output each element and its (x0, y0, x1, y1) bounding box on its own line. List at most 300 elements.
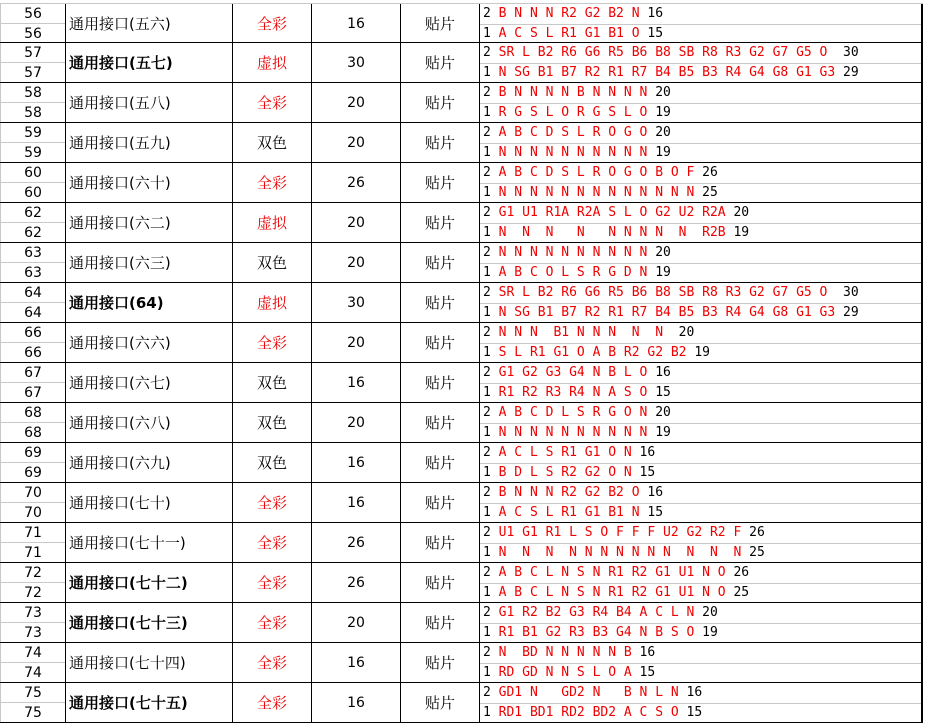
pin-row-count: 15 (639, 465, 656, 480)
pin-sequence: G1 G2 G3 G4 N B L O (498, 365, 648, 380)
table-row (0, 683, 923, 723)
pin-sequence: A B C O L S R G D N (498, 265, 648, 280)
pin-count-cell[interactable]: 16 (311, 683, 400, 722)
pin-row-prefix: 1 (483, 145, 491, 160)
pin-row-2 (480, 483, 921, 503)
pin-sequence: A B C L N S N R1 R2 G1 U1 N O (498, 585, 726, 600)
pin-row-count: 16 (639, 645, 656, 660)
pin-row-prefix: 2 (483, 445, 491, 460)
pin-row-count: 20 (733, 205, 750, 220)
package-cell[interactable]: 贴片 (400, 603, 479, 642)
interface-name-cell[interactable]: 通用接口(七十五) (65, 683, 232, 722)
table-row (0, 403, 923, 443)
pin-count-cell[interactable]: 20 (311, 323, 400, 362)
package-cell[interactable]: 贴片 (400, 683, 479, 722)
pin-sequence: G1 R2 B2 G3 R4 B4 A C L N (498, 605, 695, 620)
pin-row-2 (480, 323, 921, 343)
pin-sequence: N N N N N N N N N N (498, 145, 648, 160)
row-number-bottom: 63 (24, 265, 42, 281)
pin-row-prefix: 2 (483, 205, 491, 220)
package-cell[interactable]: 贴片 (400, 243, 479, 282)
pin-sequence: N N N N N N N N N N (498, 425, 648, 440)
pin-row-count: 16 (655, 365, 671, 380)
interface-name-cell[interactable]: 通用接口(六十) (65, 163, 232, 202)
row-number-cell[interactable] (0, 243, 65, 282)
row-number-top: 69 (24, 445, 42, 461)
pin-sequence: A C S L R1 G1 B1 N (498, 505, 640, 520)
pin-row-count: 16 (647, 485, 664, 500)
pin-count-cell[interactable]: 16 (311, 443, 400, 482)
pin-row-count: 16 (647, 6, 664, 21)
pin-row-prefix: 1 (483, 225, 491, 240)
pin-definition-cell[interactable] (479, 643, 923, 682)
table-row (0, 603, 923, 643)
pin-row-2 (480, 243, 921, 263)
table-row (0, 563, 923, 603)
pin-row-prefix: 1 (483, 505, 491, 520)
pin-sequence: A B C D L S R G O N (498, 405, 648, 420)
pin-row-count: 15 (655, 385, 671, 400)
row-number-bottom: 56 (24, 26, 42, 42)
color-type-cell[interactable]: 全彩 (232, 523, 311, 562)
pin-sequence: RD GD N N S L O A (498, 665, 632, 680)
pin-sequence: B N N N N B N N N N (498, 85, 648, 100)
pin-definition-cell[interactable] (479, 523, 923, 562)
row-number-bottom: 71 (24, 545, 42, 561)
table-row (0, 243, 923, 283)
row-number-bottom: 70 (24, 505, 42, 521)
row-number-bottom: 75 (24, 705, 42, 721)
row-number-top: 60 (24, 165, 42, 181)
pin-count-cell[interactable]: 20 (311, 243, 400, 282)
pin-definition-cell[interactable] (479, 4, 923, 42)
interface-name-cell[interactable]: 通用接口(五九) (65, 123, 232, 162)
pin-row-1 (480, 343, 921, 364)
pin-row-count: 20 (655, 125, 671, 140)
pin-count-cell[interactable]: 16 (311, 4, 400, 42)
pin-row-prefix: 2 (483, 365, 491, 380)
row-number-top: 58 (24, 85, 42, 101)
row-number-top: 74 (24, 645, 42, 661)
pin-row-prefix: 2 (483, 685, 491, 700)
color-type-cell[interactable]: 全彩 (232, 163, 311, 202)
pin-row-1 (480, 663, 921, 684)
pin-sequence: A B C D S L R O G O B O F (498, 165, 695, 180)
package-cell[interactable]: 贴片 (400, 83, 479, 122)
pin-row-count: 19 (733, 225, 750, 240)
pin-row-count: 15 (647, 505, 664, 520)
interface-name-cell[interactable]: 通用接口(六八) (65, 403, 232, 442)
pin-count-cell[interactable]: 16 (311, 483, 400, 522)
pin-sequence: N BD N N N N N B (498, 645, 632, 660)
color-type-cell[interactable]: 全彩 (232, 683, 311, 722)
pin-row-1 (480, 183, 921, 204)
interface-name-cell[interactable]: 通用接口(七十) (65, 483, 232, 522)
row-number-top: 70 (24, 485, 42, 501)
row-number-bottom: 64 (24, 305, 42, 321)
pin-row-count: 20 (655, 405, 671, 420)
spreadsheet-grid (0, 3, 923, 723)
pin-row-prefix: 1 (483, 625, 491, 640)
pin-row-prefix: 1 (483, 185, 491, 200)
row-number-cell[interactable] (0, 643, 65, 682)
package-cell[interactable]: 贴片 (400, 403, 479, 442)
table-row (0, 123, 923, 163)
pin-row-count: 19 (655, 145, 671, 160)
pin-sequence: R G S L O R G S L O (498, 105, 648, 120)
pin-count-cell[interactable]: 16 (311, 643, 400, 682)
pin-sequence: B N N N R2 G2 B2 O (498, 485, 640, 500)
pin-row-prefix: 1 (483, 305, 491, 320)
pin-count-cell[interactable]: 26 (311, 563, 400, 602)
pin-count-cell[interactable]: 26 (311, 163, 400, 202)
pin-row-count: 15 (639, 665, 656, 680)
row-number-cell[interactable] (0, 523, 65, 562)
pin-definition-cell[interactable] (479, 403, 923, 442)
row-number-bottom: 74 (24, 665, 42, 681)
pin-definition-cell[interactable] (479, 603, 923, 642)
pin-row-count: 19 (655, 425, 671, 440)
pin-row-count: 30 (843, 45, 859, 60)
pin-row-prefix: 1 (483, 545, 491, 560)
pin-sequence: B N N N R2 G2 B2 N (498, 6, 640, 21)
pin-row-2 (480, 683, 921, 703)
pin-sequence: A B C D S L R O G O (498, 125, 648, 140)
pin-row-1 (480, 103, 921, 124)
pin-sequence: N SG B1 B7 R2 R1 R7 B4 B5 B3 R4 G4 G8 G1 G3 (498, 65, 836, 80)
table-row (0, 83, 923, 123)
pin-row-count: 16 (639, 445, 656, 460)
pin-row-2 (480, 363, 921, 383)
pin-row-prefix: 2 (483, 645, 491, 660)
color-type-cell[interactable]: 双色 (232, 243, 311, 282)
package-cell[interactable]: 贴片 (400, 163, 479, 202)
interface-name-cell[interactable]: 通用接口(七十一) (65, 523, 232, 562)
row-number-bottom: 67 (24, 385, 42, 401)
row-number-top: 71 (24, 525, 42, 541)
table-row (0, 483, 923, 523)
pin-row-count: 15 (686, 705, 703, 720)
pin-row-prefix: 1 (483, 585, 491, 600)
interface-name-cell[interactable]: 通用接口(六六) (65, 323, 232, 362)
pin-row-prefix: 2 (483, 325, 491, 340)
pin-row-prefix: 1 (483, 26, 491, 41)
pin-row-prefix: 1 (483, 345, 491, 360)
table-row (0, 363, 923, 403)
pin-row-count: 26 (702, 165, 718, 180)
pin-row-1 (480, 543, 921, 564)
pin-sequence: N SG B1 B7 R2 R1 R7 B4 B5 B3 R4 G4 G8 G1 G3 (498, 305, 836, 320)
pin-row-1 (480, 583, 921, 604)
package-cell[interactable]: 贴片 (400, 443, 479, 482)
interface-name-cell[interactable]: 通用接口(64) (65, 283, 232, 322)
row-number-cell[interactable] (0, 123, 65, 162)
row-number-cell[interactable] (0, 43, 65, 82)
pin-definition-cell[interactable] (479, 683, 923, 722)
interface-name-cell[interactable]: 通用接口(六二) (65, 203, 232, 242)
pin-definition-cell[interactable] (479, 83, 923, 122)
pin-sequence: G1 U1 R1A R2A S L O G2 U2 R2A (498, 205, 726, 220)
pin-definition-cell[interactable] (479, 323, 923, 362)
pin-row-2 (480, 163, 921, 183)
pin-row-prefix: 2 (483, 525, 491, 540)
pin-row-2 (480, 283, 921, 303)
pin-count-cell[interactable]: 30 (311, 283, 400, 322)
pin-row-2 (480, 643, 921, 663)
interface-name-cell[interactable]: 通用接口(六七) (65, 363, 232, 402)
pin-row-count: 20 (702, 605, 718, 620)
pin-row-count: 20 (655, 85, 671, 100)
pin-row-count: 26 (749, 525, 765, 540)
pin-row-prefix: 1 (483, 65, 491, 80)
interface-name-cell[interactable]: 通用接口(六九) (65, 443, 232, 482)
row-number-bottom: 72 (24, 585, 42, 601)
pin-row-count: 20 (678, 325, 695, 340)
pin-row-prefix: 2 (483, 485, 491, 500)
pin-definition-cell[interactable] (479, 363, 923, 402)
pin-row-prefix: 1 (483, 465, 491, 480)
row-number-cell[interactable] (0, 403, 65, 442)
pin-sequence: A B C L N S N R1 R2 G1 U1 N O (498, 565, 726, 580)
pin-row-1 (480, 463, 921, 484)
pin-count-cell[interactable]: 20 (311, 603, 400, 642)
color-type-cell[interactable]: 虚拟 (232, 43, 311, 82)
pin-definition-cell[interactable] (479, 243, 923, 282)
row-number-top: 67 (24, 365, 42, 381)
pin-row-prefix: 1 (483, 665, 491, 680)
pin-row-count: 29 (843, 305, 859, 320)
row-number-cell[interactable] (0, 683, 65, 722)
pin-row-count: 16 (686, 685, 703, 700)
interface-name-cell[interactable]: 通用接口(七十三) (65, 603, 232, 642)
color-type-cell[interactable]: 全彩 (232, 603, 311, 642)
row-number-top: 62 (24, 205, 42, 221)
interface-name-cell[interactable]: 通用接口(七十四) (65, 643, 232, 682)
row-number-cell[interactable] (0, 443, 65, 482)
row-number-top: 68 (24, 405, 42, 421)
row-number-top: 63 (24, 245, 42, 261)
row-number-top: 57 (24, 45, 42, 61)
color-type-cell[interactable]: 双色 (232, 123, 311, 162)
pin-row-2 (480, 523, 921, 543)
pin-definition-cell[interactable] (479, 283, 923, 322)
table-row (0, 163, 923, 203)
pin-sequence: N N N N N N N N N N (498, 245, 648, 260)
color-type-cell[interactable]: 全彩 (232, 563, 311, 602)
pin-row-prefix: 2 (483, 85, 491, 100)
pin-row-1 (480, 24, 921, 45)
row-number-top: 59 (24, 125, 42, 141)
row-number-cell[interactable] (0, 323, 65, 362)
package-cell[interactable]: 贴片 (400, 4, 479, 42)
pin-row-2 (480, 403, 921, 423)
row-number-bottom: 73 (24, 625, 42, 641)
pin-row-count: 25 (702, 185, 718, 200)
pin-count-cell[interactable]: 26 (311, 523, 400, 562)
pin-row-count: 19 (655, 105, 671, 120)
row-number-top: 56 (24, 6, 42, 22)
pin-row-1 (480, 303, 921, 324)
color-type-cell[interactable]: 全彩 (232, 83, 311, 122)
row-number-cell[interactable] (0, 563, 65, 602)
pin-sequence: SR L B2 R6 G6 R5 B6 B8 SB R8 R3 G2 G7 G5 O (498, 285, 836, 300)
pin-row-2 (480, 123, 921, 143)
pin-row-1 (480, 263, 921, 284)
table-row (0, 203, 923, 243)
pin-row-1 (480, 143, 921, 164)
row-number-top: 73 (24, 605, 42, 621)
pin-sequence: SR L B2 R6 G6 R5 B6 B8 SB R8 R3 G2 G7 G5 O (498, 45, 836, 60)
pin-sequence: A C L S R1 G1 O N (498, 445, 632, 460)
pin-row-1 (480, 623, 921, 644)
pin-row-count: 29 (843, 65, 859, 80)
package-cell[interactable]: 贴片 (400, 283, 479, 322)
package-cell[interactable]: 贴片 (400, 363, 479, 402)
color-type-cell[interactable]: 虚拟 (232, 203, 311, 242)
pin-row-prefix: 2 (483, 45, 491, 60)
pin-row-prefix: 2 (483, 245, 491, 260)
color-type-cell[interactable]: 全彩 (232, 643, 311, 682)
pin-sequence: R1 B1 G2 R3 B3 G4 N B S O (498, 625, 695, 640)
pin-count-cell[interactable]: 20 (311, 203, 400, 242)
table-row (0, 3, 923, 43)
row-number-bottom: 68 (24, 425, 42, 441)
pin-sequence: B D L S R2 G2 O N (498, 465, 632, 480)
pin-row-count: 19 (694, 345, 710, 360)
interface-name-cell[interactable]: 通用接口(七十二) (65, 563, 232, 602)
color-type-cell[interactable]: 全彩 (232, 323, 311, 362)
row-number-cell[interactable] (0, 363, 65, 402)
row-number-bottom: 69 (24, 465, 42, 481)
pin-row-prefix: 1 (483, 265, 491, 280)
pin-definition-cell[interactable] (479, 483, 923, 522)
package-cell[interactable]: 贴片 (400, 323, 479, 362)
row-number-top: 66 (24, 325, 42, 341)
pin-count-cell[interactable]: 20 (311, 83, 400, 122)
row-number-top: 64 (24, 285, 42, 301)
row-number-bottom: 57 (24, 65, 42, 81)
pin-definition-cell[interactable] (479, 163, 923, 202)
row-number-bottom: 58 (24, 105, 42, 121)
pin-row-prefix: 2 (483, 405, 491, 420)
pin-row-count: 25 (733, 585, 750, 600)
interface-name-cell[interactable]: 通用接口(五八) (65, 83, 232, 122)
pin-sequence: N N N N N N N N N N N N N (498, 185, 695, 200)
table-row (0, 283, 923, 323)
pin-row-count: 25 (749, 545, 765, 560)
row-number-cell[interactable] (0, 483, 65, 522)
row-number-top: 72 (24, 565, 42, 581)
pin-sequence: U1 G1 R1 L S O F F F U2 G2 R2 F (498, 525, 742, 540)
pin-row-prefix: 2 (483, 125, 491, 140)
pin-row-1 (480, 223, 921, 244)
pin-count-cell[interactable]: 16 (311, 363, 400, 402)
pin-row-prefix: 2 (483, 605, 491, 620)
pin-count-cell[interactable]: 20 (311, 403, 400, 442)
row-number-cell[interactable] (0, 203, 65, 242)
color-type-cell[interactable]: 双色 (232, 443, 311, 482)
interface-name-cell[interactable]: 通用接口(五七) (65, 43, 232, 82)
interface-name-cell[interactable]: 通用接口(五六) (65, 4, 232, 42)
pin-definition-cell[interactable] (479, 203, 923, 242)
pin-row-2 (480, 563, 921, 583)
row-number-cell[interactable] (0, 283, 65, 322)
pin-sequence: A C S L R1 G1 B1 O (498, 26, 640, 41)
color-type-cell[interactable]: 虚拟 (232, 283, 311, 322)
pin-row-2 (480, 443, 921, 463)
row-number-bottom: 60 (24, 185, 42, 201)
pin-row-count: 19 (702, 625, 718, 640)
row-number-cell[interactable] (0, 163, 65, 202)
package-cell[interactable]: 贴片 (400, 483, 479, 522)
pin-row-2 (480, 203, 921, 223)
pin-sequence: N N N N N N N N N N N N N (498, 545, 742, 560)
pin-definition-cell[interactable] (479, 43, 923, 82)
package-cell[interactable]: 贴片 (400, 203, 479, 242)
pin-row-prefix: 2 (483, 165, 491, 180)
pin-row-2 (480, 603, 921, 623)
pin-row-count: 26 (733, 565, 750, 580)
row-number-cell[interactable] (0, 603, 65, 642)
pin-row-1 (480, 383, 921, 404)
table-row (0, 43, 923, 83)
color-type-cell[interactable]: 全彩 (232, 4, 311, 42)
package-cell[interactable]: 贴片 (400, 43, 479, 82)
pin-row-prefix: 2 (483, 565, 491, 580)
table-row (0, 523, 923, 563)
pin-row-2 (480, 43, 921, 63)
color-type-cell[interactable]: 全彩 (232, 483, 311, 522)
pin-row-count: 19 (655, 265, 671, 280)
pin-row-count: 20 (655, 245, 671, 260)
pin-count-cell[interactable]: 20 (311, 123, 400, 162)
pin-definition-cell[interactable] (479, 563, 923, 602)
row-number-cell[interactable] (0, 4, 65, 42)
pin-sequence: GD1 N GD2 N B N L N (498, 685, 679, 700)
pin-row-1 (480, 703, 921, 724)
pin-definition-cell[interactable] (479, 123, 923, 162)
pin-row-count: 30 (843, 285, 859, 300)
table-row (0, 323, 923, 363)
package-cell[interactable]: 贴片 (400, 643, 479, 682)
pin-count-cell[interactable]: 30 (311, 43, 400, 82)
row-number-bottom: 66 (24, 345, 42, 361)
color-type-cell[interactable]: 双色 (232, 363, 311, 402)
pin-sequence: S L R1 G1 O A B R2 G2 B2 (498, 345, 687, 360)
package-cell[interactable]: 贴片 (400, 123, 479, 162)
interface-name-cell[interactable]: 通用接口(六三) (65, 243, 232, 282)
pin-sequence: N N N B1 N N N N N (498, 325, 671, 340)
pin-row-1 (480, 503, 921, 524)
row-number-bottom: 62 (24, 225, 42, 241)
pin-row-prefix: 2 (483, 6, 491, 21)
pin-row-prefix: 1 (483, 385, 491, 400)
pin-row-prefix: 2 (483, 285, 491, 300)
pin-row-2 (480, 83, 921, 103)
pin-sequence: R1 R2 R3 R4 N A S O (498, 385, 648, 400)
package-cell[interactable]: 贴片 (400, 563, 479, 602)
pin-definition-cell[interactable] (479, 443, 923, 482)
row-number-bottom: 59 (24, 145, 42, 161)
table-row (0, 443, 923, 483)
row-number-top: 75 (24, 685, 42, 701)
package-cell[interactable]: 贴片 (400, 523, 479, 562)
pin-row-prefix: 1 (483, 705, 491, 720)
row-number-cell[interactable] (0, 83, 65, 122)
color-type-cell[interactable]: 双色 (232, 403, 311, 442)
pin-sequence: N N N N N N N N N R2B (498, 225, 726, 240)
pin-row-2 (480, 4, 921, 24)
